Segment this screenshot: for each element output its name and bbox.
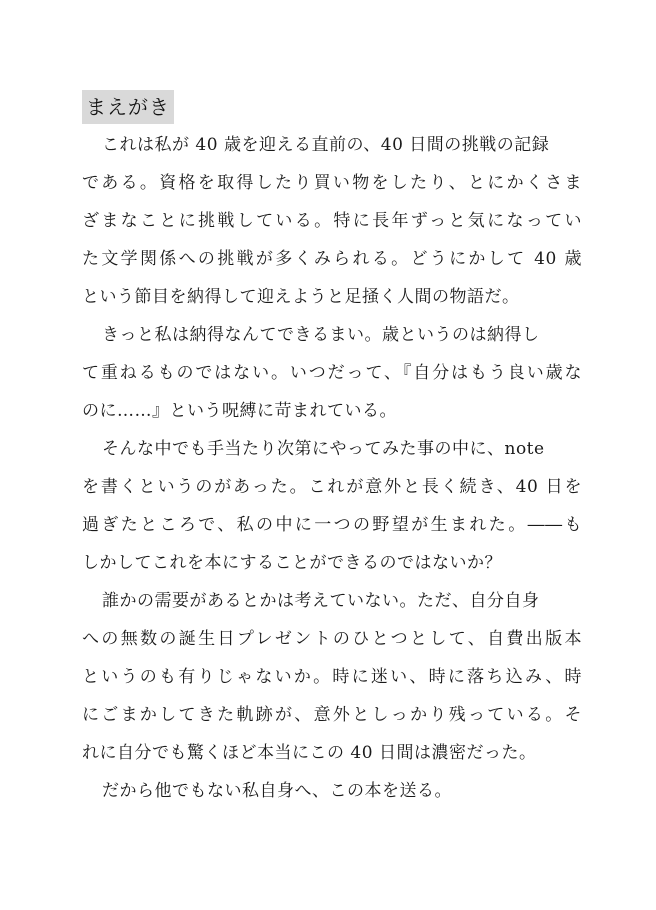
text-line: ざまなことに挑戦している。特に長年ずっと気になってい [82,211,582,231]
text-line: への無数の誕生日プレゼントのひとつとして、自費出版本 [82,629,582,649]
section-heading: まえがき [82,90,174,124]
text-line: だから他でもない私自身へ、この本を送る。 [102,781,452,801]
text-line: というのも有りじゃないか。時に迷い、時に落ち込み、時 [82,667,582,687]
text-line: これは私が 40 歳を迎える直前の、40 日間の挑戦の記録 [102,135,550,155]
text-line: 誰かの需要があるとかは考えていない。ただ、自分自身 [102,591,540,611]
text-line: 過ぎたところで、私の中に一つの野望が生まれた。――も [82,515,582,535]
preface-body [82,126,582,810]
text-line: のに……』という呪縛に苛まれている。 [82,401,397,421]
text-line: にごまかしてきた軌跡が、意外としっかり残っている。そ [82,705,582,725]
text-line: という節目を納得して迎えようと足掻く人間の物語だ。 [82,287,520,307]
text-line: そんな中でも手当たり次第にやってみた事の中に、note [102,439,545,459]
text-line: しかしてこれを本にすることができるのではないか？ [82,553,502,573]
text-line: である。資格を取得したり買い物をしたり、とにかくさま [82,173,582,193]
text-line: て重ねるものではない。いつだって、『自分はもう良い歳な [82,363,582,383]
text-line: た文学関係への挑戦が多くみられる。どうにかして 40 歳 [82,249,582,269]
text-line: きっと私は納得なんてできるまい。歳というのは納得し [102,325,540,345]
text-line: れに自分でも驚くほど本当にこの 40 日間は濃密だった。 [82,743,537,763]
text-line: を書くというのがあった。これが意外と長く続き、40 日を [82,477,582,497]
